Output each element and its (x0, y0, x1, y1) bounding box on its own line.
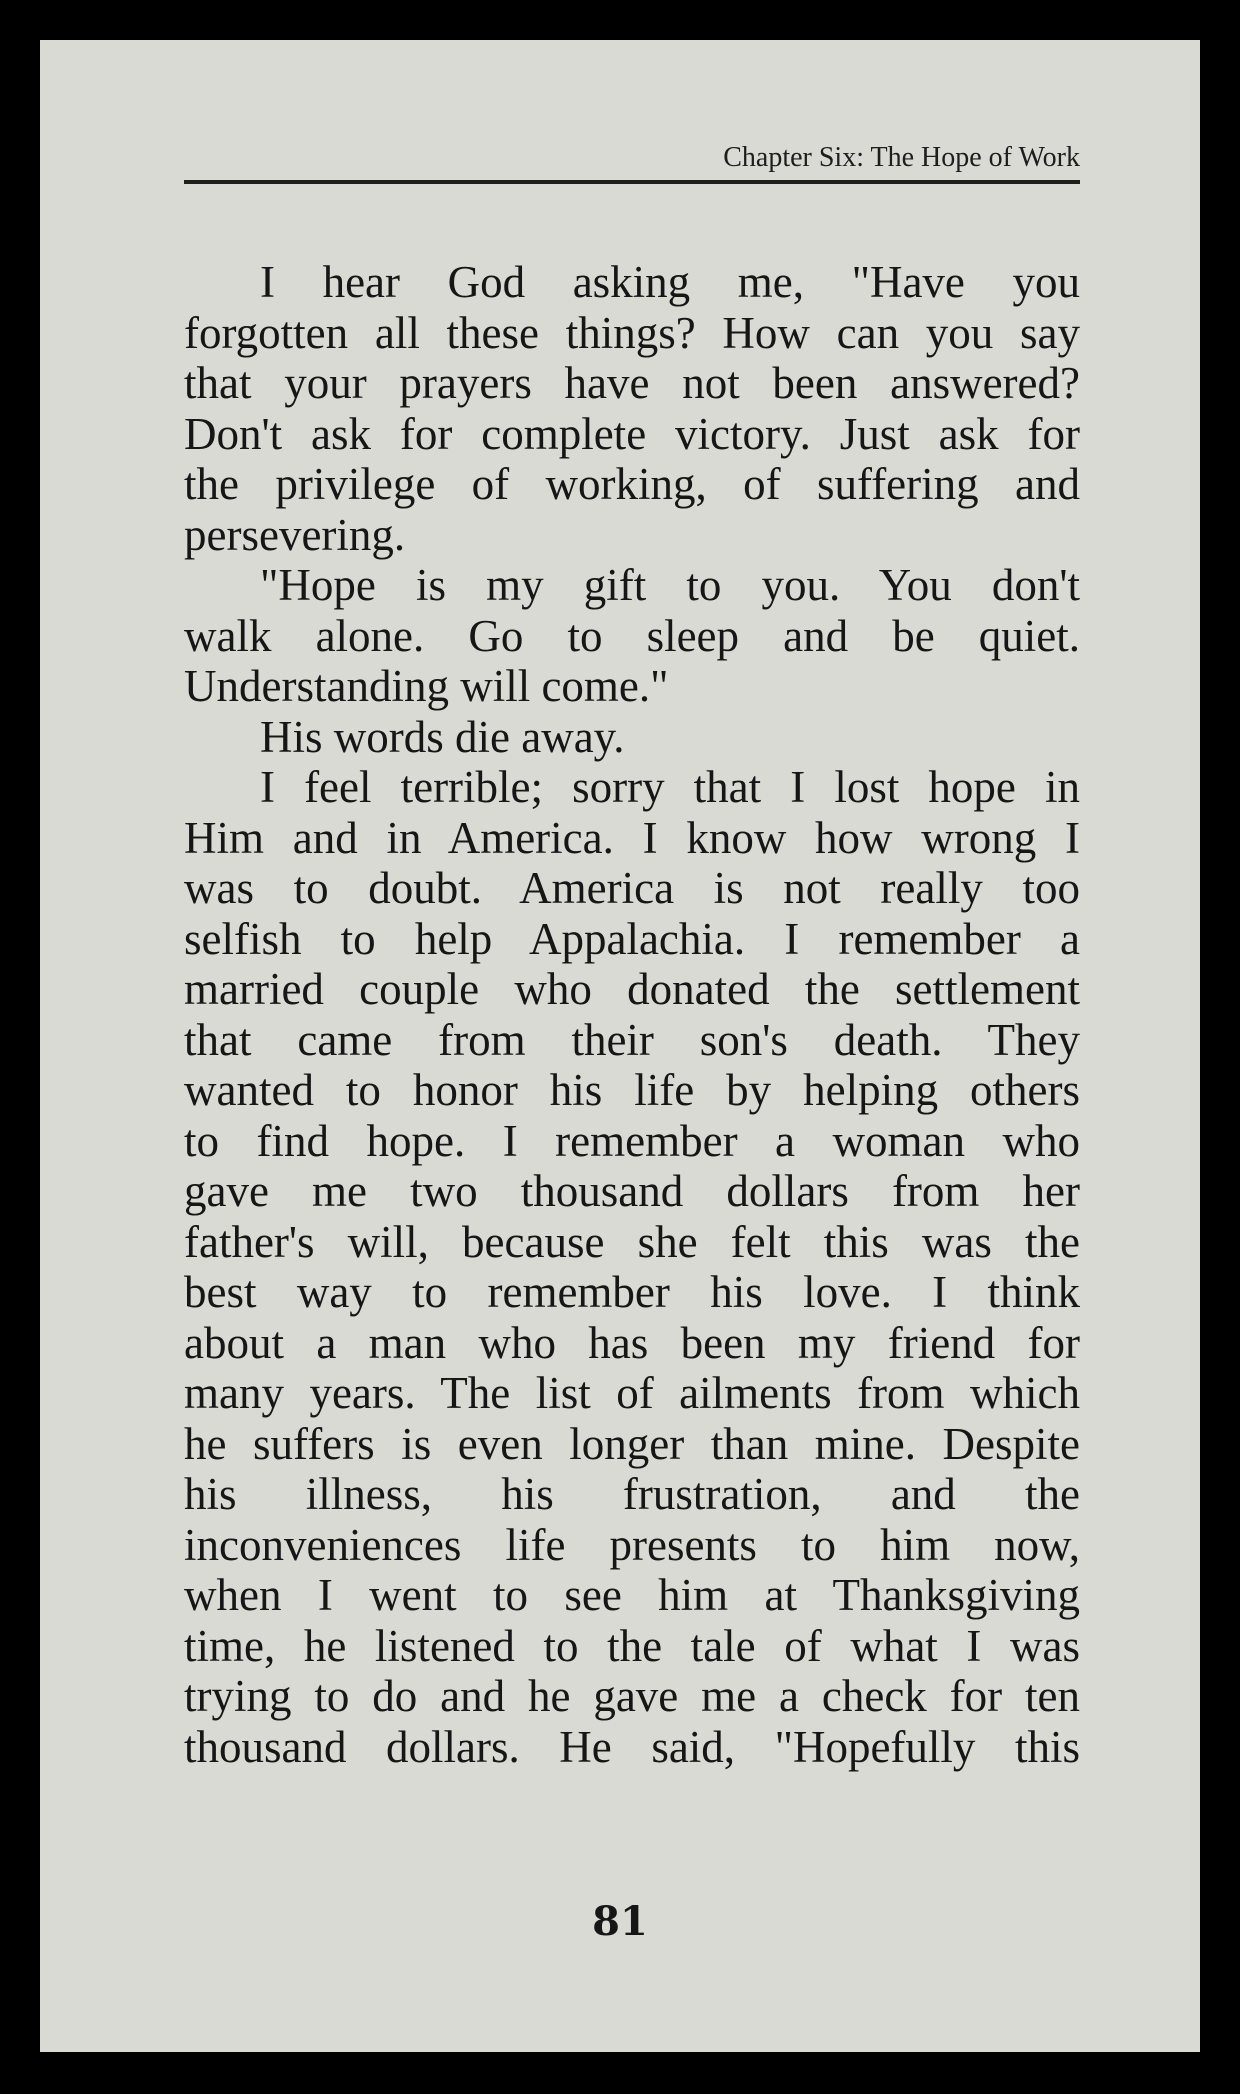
text-line: time, he listened to the tale of what I was (184, 1620, 1080, 1671)
text-line: trying to do and he gave me a check for ten (184, 1671, 1080, 1721)
text-line: thousand dollars. He said, "Hopefully this (184, 1721, 1080, 1772)
text-line: when I went to see him at Thanksgiving (184, 1570, 1080, 1620)
page-number: 81 (592, 1898, 648, 1945)
text-line: father's will, because she felt this was the (184, 1216, 1080, 1267)
text-line: Don't ask for complete victory. Just ask for (184, 408, 1080, 459)
text-line: I hear God asking me, "Have you (260, 257, 1080, 307)
text-line: selfish to help Appalachia. I remember a (184, 913, 1080, 964)
text-line: his illness, his frustration, and the (184, 1469, 1080, 1519)
text-line: was to doubt. America is not really too (184, 863, 1080, 913)
text-line: I feel terrible; sorry that I lost hope in (260, 762, 1080, 812)
text-line: to find hope. I remember a woman who (184, 1115, 1080, 1166)
text-line: that your prayers have not been answered? (184, 358, 1080, 408)
text-line: persevering. (184, 509, 406, 560)
text-line: that came from their son's death. They (184, 1014, 1080, 1065)
text-line: "Hope is my gift to you. You don't (260, 560, 1080, 610)
text-line: Him and in America. I know how wrong I (184, 812, 1080, 863)
text-line: best way to remember his love. I think (184, 1267, 1080, 1317)
text-line: he suffers is even longer than mine. Despite (184, 1418, 1080, 1469)
text-line: walk alone. Go to sleep and be quiet. (184, 610, 1080, 661)
running-head: Chapter Six: The Hope of Work (723, 142, 1080, 173)
text-line: inconveniences life presents to him now, (184, 1519, 1080, 1570)
text-line: wanted to honor his life by helping others (184, 1065, 1080, 1115)
text-line: His words die away. (260, 711, 625, 762)
text-line: Understanding will come." (184, 661, 669, 711)
body-text (184, 257, 1080, 1772)
text-line: the privilege of working, of suffering and (184, 459, 1080, 509)
header-rule (184, 180, 1080, 184)
text-line: many years. The list of ailments from which (184, 1368, 1080, 1418)
text-line: gave me two thousand dollars from her (184, 1166, 1080, 1216)
text-line: married couple who donated the settlement (184, 964, 1080, 1014)
text-line: forgotten all these things? How can you say (184, 307, 1080, 358)
text-line: about a man who has been my friend for (184, 1317, 1080, 1368)
